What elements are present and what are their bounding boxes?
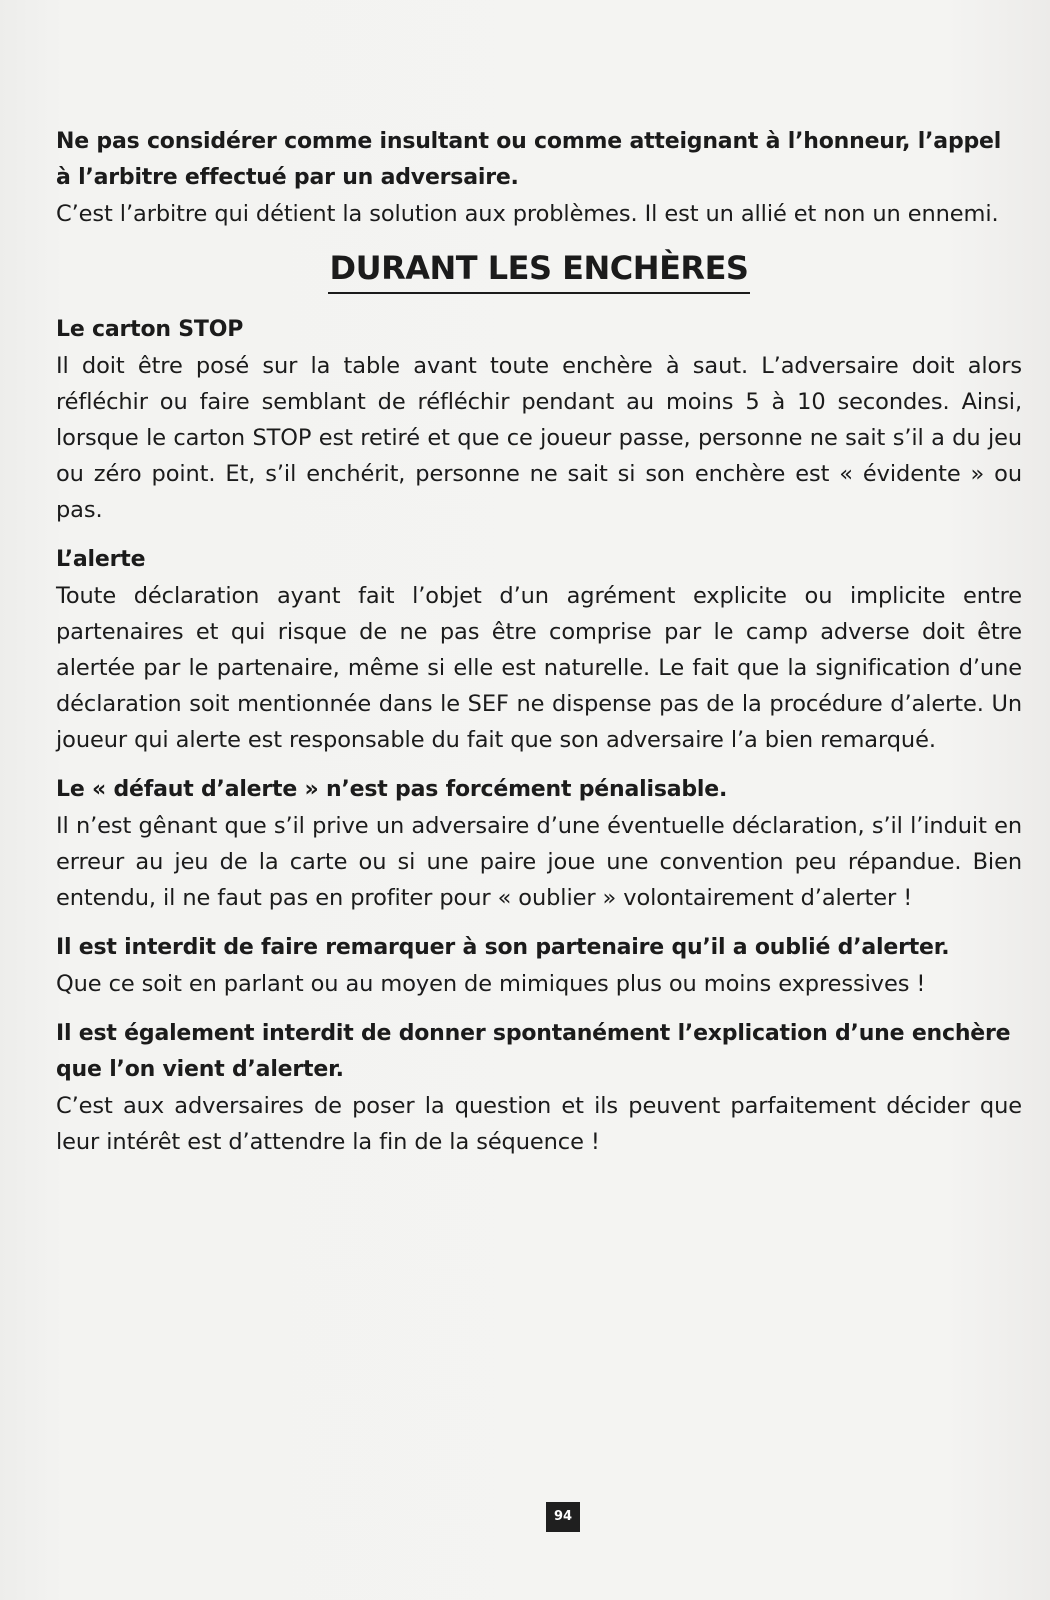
section-text: C’est aux adversaires de poser la question et ils peuvent parfaitement décider que leur intérêt est d’attendre la fin de la séquence ! xyxy=(56,1093,1022,1155)
section-text: Il doit être posé sur la table avant toute enchère à saut. L’adversaire doit alors réfléchir ou faire semblant de réfléchir pendant au moins 5 à 10 secondes. Ainsi, lorsque le carton STOP est retiré et que ce joueur passe, personne ne sait s’il a du jeu ou zéro point. Et, s’il enchérit, personne ne sait si son enchère est « évidente » ou pas. xyxy=(56,353,1022,523)
section-heading: DURANT LES ENCHÈRES xyxy=(328,248,751,294)
section-text: Il n’est gênant que s’il prive un adversaire d’une éventuelle déclaration, s’il l’induit en erreur au jeu de la carte ou si une paire joue une convention peu répandue. Bien entendu, il ne faut pas en profiter pour « oublier » volontairement d’alerter ! xyxy=(56,813,1022,911)
intro-bold-statement: Ne pas considérer comme insultant ou comme atteignant à l’honneur, l’appel à l’arbitre effectué par un adversaire. xyxy=(56,129,1002,190)
section-title: L’alerte xyxy=(56,547,146,572)
section-defaut-alerte xyxy=(56,772,1022,916)
intro-block xyxy=(56,124,1022,232)
section-alerte xyxy=(56,542,1022,758)
section-title: Il est interdit de faire remarquer à son partenaire qu’il a oublié d’alerter. xyxy=(56,935,950,960)
section-interdit-remarquer xyxy=(56,930,1022,1002)
section-interdit-expliquer xyxy=(56,1016,1022,1160)
section-title: Il est également interdit de donner spontanément l’explication d’une enchère que l’on vient d’alerter. xyxy=(56,1021,1011,1082)
page-number: 94 xyxy=(546,1502,580,1532)
section-title: Le carton STOP xyxy=(56,317,244,342)
intro-text: C’est l’arbitre qui détient la solution aux problèmes. Il est un allié et non un ennemi. xyxy=(56,201,999,227)
section-text: Toute déclaration ayant fait l’objet d’un agrément explicite ou implicite entre partenaires et qui risque de ne pas être comprise par le camp adverse doit être alertée par le partenaire, même si elle est naturelle. Le fait que la signification d’une déclaration soit mentionnée dans le SEF ne dispense pas de la procédure d’alerte. Un joueur qui alerte est responsable du fait que son adversaire l’a bien remarqué. xyxy=(56,583,1022,753)
section-text: Que ce soit en parlant ou au moyen de mimiques plus ou moins expressives ! xyxy=(56,971,926,997)
section-carton-stop xyxy=(56,312,1022,528)
section-heading-wrap xyxy=(56,248,1022,294)
section-title: Le « défaut d’alerte » n’est pas forcément pénalisable. xyxy=(56,777,728,802)
page-content xyxy=(56,124,1022,1174)
